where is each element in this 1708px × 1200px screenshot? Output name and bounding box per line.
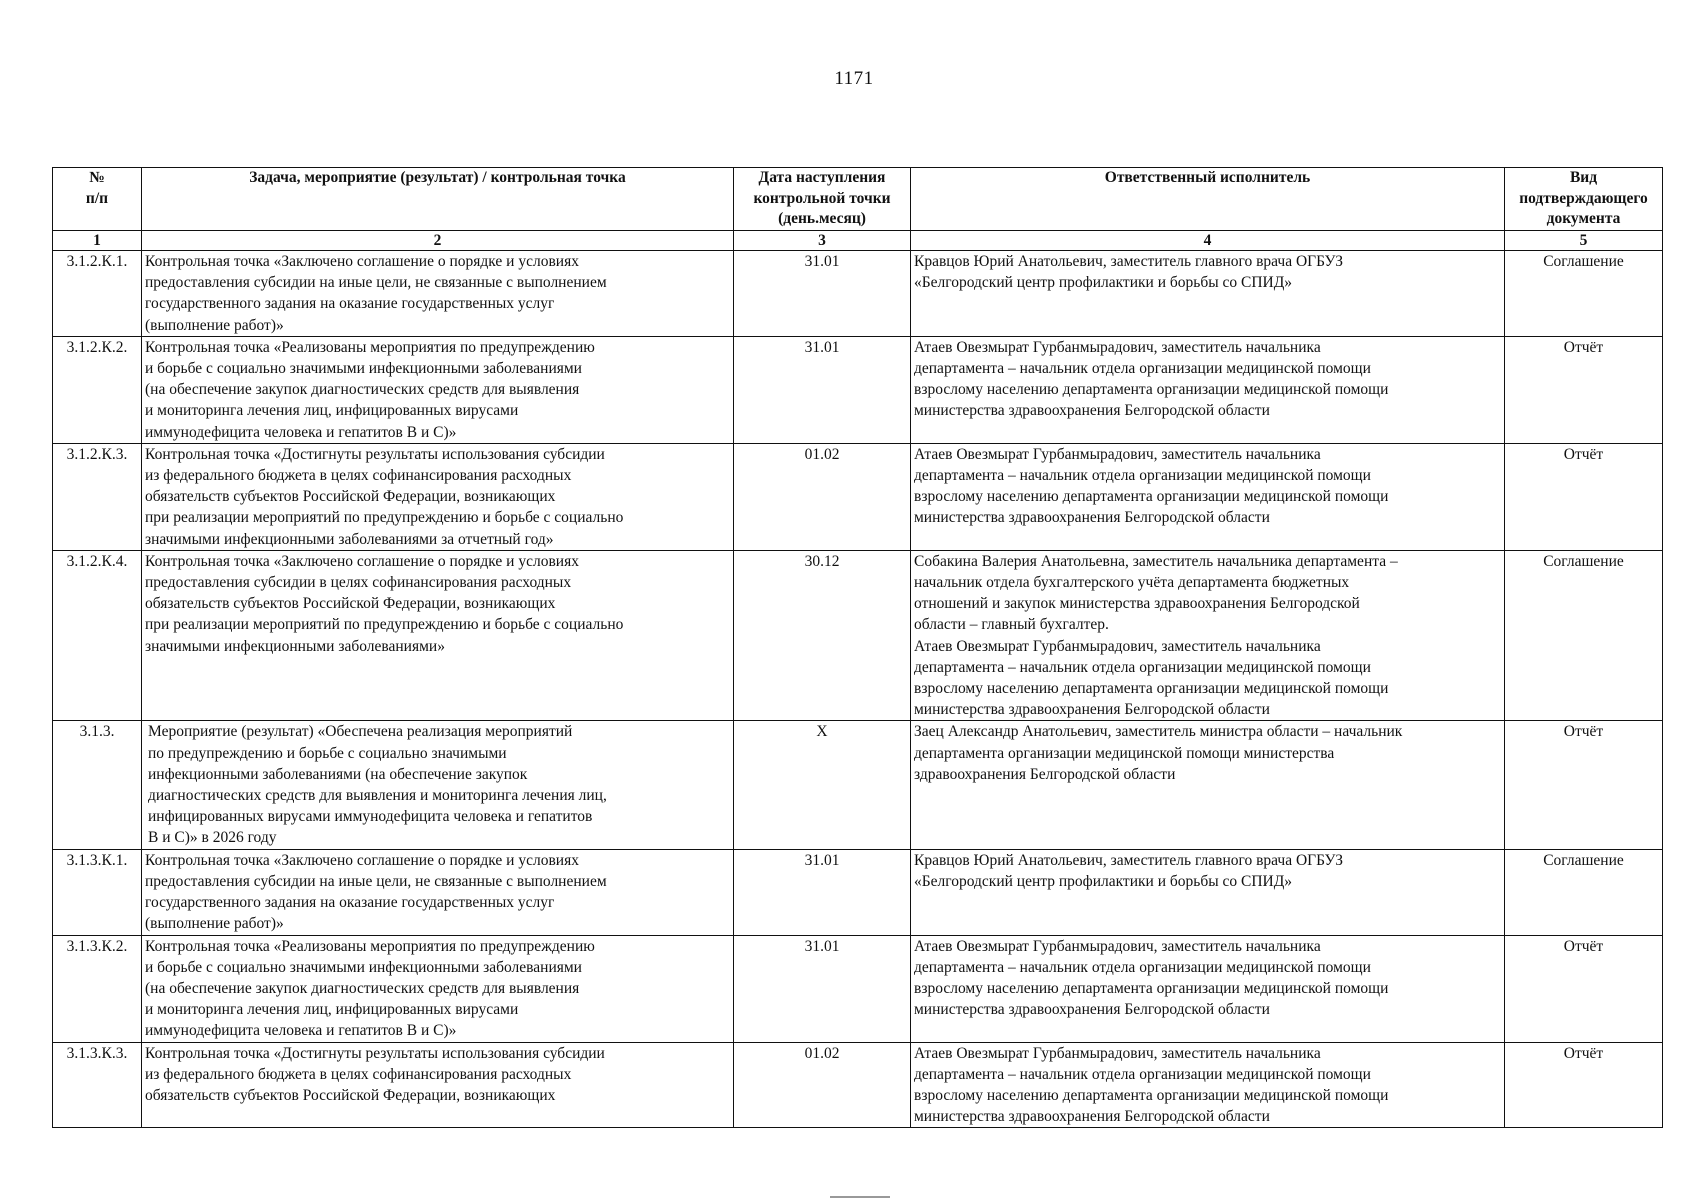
row-document-type-text: Отчёт [1563, 723, 1604, 741]
row-date [734, 443, 911, 550]
row-date [734, 251, 911, 337]
row-document-type-text: Отчёт [1563, 1044, 1604, 1062]
row-date-text: 31.01 [804, 937, 840, 955]
row-date [734, 935, 911, 1042]
row-task-text: Контрольная точка «Достигнуты результаты использования субсидии из федерального бюджета в целях софинансирования расходных обязательств субъектов Российской Федерации, возникающих при реализации мероприятий по предупреждению и борьбе с социально значимыми инфекционными заболеваниями за отчетный год» [145, 445, 624, 548]
row-document-type [1505, 1042, 1663, 1128]
table-row [53, 849, 1663, 935]
column-number: 1 [53, 231, 142, 251]
row-date [734, 550, 911, 721]
row-task [142, 251, 734, 337]
row-task [142, 935, 734, 1042]
table-row [53, 251, 1663, 337]
row-executor-text: Заец Александр Анатольевич, заместитель министра области – начальник департамента организации медицинской помощи министерства здравоохранения Белгородской области [914, 723, 1403, 783]
row-document-type [1505, 721, 1663, 849]
row-document-type [1505, 336, 1663, 443]
row-task-text: Контрольная точка «Заключено соглашение о порядке и условиях предоставления субсидии в целях софинансирования расходных обязательств субъектов Российской Федерации, возникающих при реализации мероприятий по предупреждению и борьбе с социально значимыми инфекционными заболеваниями» [145, 552, 624, 655]
row-executor [911, 1042, 1505, 1128]
row-date-text: 31.01 [804, 338, 840, 356]
row-date [734, 336, 911, 443]
row-document-type-text: Отчёт [1563, 937, 1604, 955]
row-executor [911, 443, 1505, 550]
row-number-text: 3.1.3. [79, 723, 115, 741]
row-document-type-text: Отчёт [1563, 338, 1604, 356]
header-date: Дата наступления контрольной точки (день.месяц) [734, 168, 911, 231]
row-number-text: 3.1.2.К.1. [66, 253, 128, 270]
row-date-text: X [816, 723, 828, 741]
row-task [142, 721, 734, 849]
table-row [53, 550, 1663, 721]
row-number [53, 721, 142, 849]
column-number: 2 [142, 231, 734, 251]
row-task-text: Контрольная точка «Реализованы мероприятия по предупреждению и борьбе с социально значимыми инфекционными заболеваниями (на обеспечение закупок диагностических средств для выявления и мониторинга лечения лиц, инфицированных вирусами иммунодефицита человека и гепатитов В и С)» [145, 937, 595, 1040]
row-task-text: Контрольная точка «Заключено соглашение о порядке и условиях предоставления субсидии на иные цели, не связанные с выполнением государственного задания на оказание государственных услуг (выполнение работ)» [145, 253, 607, 334]
table-row [53, 935, 1663, 1042]
row-date-text: 30.12 [804, 552, 840, 570]
row-date [734, 849, 911, 935]
row-executor-text: Атаев Овезмырат Гурбанмырадович, заместитель начальника департамента – начальник отдела организации медицинской помощи взрослому населению департамента организации медицинской помощи министерства здравоохранения Белгородской области [914, 1044, 1389, 1126]
row-number-text: 3.1.3.К.2. [66, 937, 128, 955]
table-row [53, 721, 1663, 849]
row-number-text: 3.1.2.К.2. [66, 338, 128, 356]
row-executor-text: Атаев Овезмырат Гурбанмырадович, заместитель начальника департамента – начальник отдела организации медицинской помощи взрослому населению департамента организации медицинской помощи министерства здравоохранения Белгородской области [914, 445, 1389, 527]
row-executor-text: Кравцов Юрий Анатольевич, заместитель главного врача ОГБУЗ «Белгородский центр профилактики и борьбы со СПИД» [914, 253, 1344, 292]
page-number: 1171 [834, 68, 874, 89]
row-task [142, 443, 734, 550]
row-document-type [1505, 251, 1663, 337]
row-date-text: 31.01 [804, 253, 840, 270]
control-points-table [52, 167, 1663, 1128]
header-executor: Ответственный исполнитель [911, 168, 1505, 231]
row-task [142, 849, 734, 935]
row-executor-text: Атаев Овезмырат Гурбанмырадович, заместитель начальника департамента – начальник отдела организации медицинской помощи взрослому населению департамента организации медицинской помощи министерства здравоохранения Белгородской области [914, 338, 1389, 420]
header-document-type: Вид подтверждающего документа [1505, 168, 1663, 231]
row-date [734, 1042, 911, 1128]
row-executor-text: Кравцов Юрий Анатольевич, заместитель главного врача ОГБУЗ «Белгородский центр профилактики и борьбы со СПИД» [914, 851, 1344, 890]
row-task-text: Контрольная точка «Достигнуты результаты использования субсидии из федерального бюджета в целях софинансирования расходных обязательств субъектов Российской Федерации, возникающих [145, 1044, 605, 1104]
row-number-text: 3.1.2.К.3. [66, 445, 128, 463]
row-document-type-text: Соглашение [1543, 552, 1624, 570]
row-executor [911, 336, 1505, 443]
row-number-text: 3.1.2.К.4. [66, 552, 128, 570]
row-number [53, 935, 142, 1042]
row-task-text: Мероприятие (результат) «Обеспечена реализация мероприятий по предупреждению и борьбе с социально значимыми инфекционными заболеваниями (на обеспечение закупок диагностических средств для выявления и мониторинга лечения лиц, инфицированных вирусами иммунодефицита человека и гепатитов В и С)» в 2026 году [148, 723, 607, 847]
table-body [53, 251, 1663, 1128]
row-document-type-text: Соглашение [1543, 851, 1624, 869]
row-document-type [1505, 849, 1663, 935]
row-executor-text: Атаев Овезмырат Гурбанмырадович, заместитель начальника департамента – начальник отдела организации медицинской помощи взрослому населению департамента организации медицинской помощи министерства здравоохранения Белгородской области [914, 937, 1389, 1019]
row-task [142, 550, 734, 721]
column-number-row [53, 231, 1663, 251]
row-task-text: Контрольная точка «Заключено соглашение о порядке и условиях предоставления субсидии на иные цели, не связанные с выполнением государственного задания на оказание государственных услуг (выполнение работ)» [145, 851, 607, 933]
row-task-text: Контрольная точка «Реализованы мероприятия по предупреждению и борьбе с социально значимыми инфекционными заболеваниями (на обеспечение закупок диагностических средств для выявления и мониторинга лечения лиц, инфицированных вирусами иммунодефицита человека и гепатитов В и С)» [145, 338, 595, 441]
row-number [53, 251, 142, 337]
row-executor [911, 935, 1505, 1042]
row-document-type [1505, 443, 1663, 550]
row-number [53, 849, 142, 935]
row-number [53, 550, 142, 721]
table-row [53, 336, 1663, 443]
row-number [53, 1042, 142, 1128]
row-executor [911, 721, 1505, 849]
row-document-type-text: Соглашение [1543, 253, 1624, 270]
row-executor [911, 251, 1505, 337]
row-document-type [1505, 935, 1663, 1042]
row-task [142, 336, 734, 443]
column-number: 4 [911, 231, 1505, 251]
table-row [53, 443, 1663, 550]
table-row [53, 1042, 1663, 1128]
row-date-text: 01.02 [804, 445, 840, 463]
row-executor [911, 849, 1505, 935]
row-executor-text: Собакина Валерия Анатольевна, заместитель начальника департамента – начальник отдела бухгалтерского учёта департамента бюджетных отношений и закупок министерства здравоохранения Белгородской области – главный бухгалтер. Атаев Овезмырат Гурбанмырадович, заместитель начальника департамента – начальник отдела организации медицинской помощи взрослому населению департамента организации медицинской помощи министерства здравоохранения Белгородской области [914, 552, 1398, 719]
header-number: № п/п [53, 168, 142, 231]
row-document-type-text: Отчёт [1563, 445, 1604, 463]
row-executor [911, 550, 1505, 721]
row-document-type [1505, 550, 1663, 721]
row-number [53, 336, 142, 443]
row-date [734, 721, 911, 849]
row-task [142, 1042, 734, 1128]
table-header-row [53, 168, 1663, 231]
row-number-text: 3.1.3.К.1. [66, 851, 128, 869]
row-number [53, 443, 142, 550]
column-number: 5 [1505, 231, 1663, 251]
row-date-text: 31.01 [804, 851, 840, 869]
column-number: 3 [734, 231, 911, 251]
scan-mark [830, 1196, 890, 1198]
header-task: Задача, мероприятие (результат) / контрольная точка [142, 168, 734, 231]
row-number-text: 3.1.3.К.3. [66, 1044, 128, 1062]
row-date-text: 01.02 [804, 1044, 840, 1062]
